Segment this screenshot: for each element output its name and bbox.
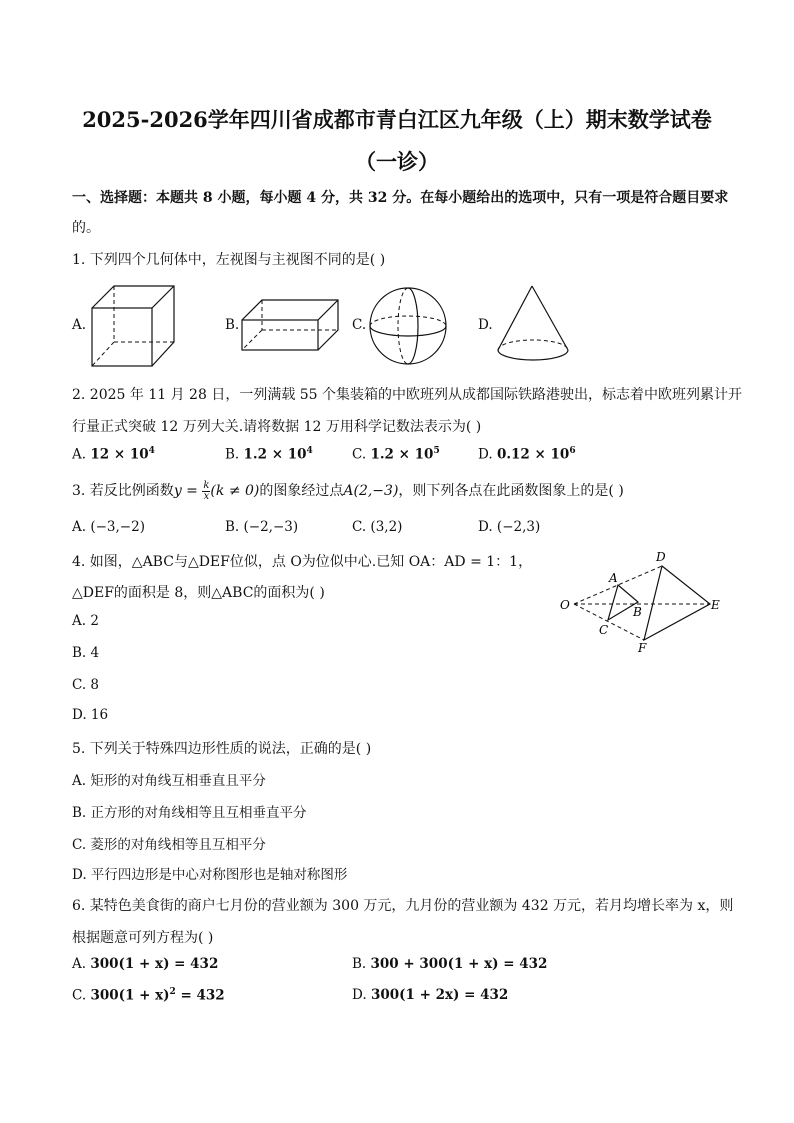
cone-figure: [494, 282, 574, 366]
q5-option-b: B. 正方形的对角线相等且互相垂直平分: [72, 805, 307, 821]
q4-option-b: B. 4: [72, 645, 100, 661]
q5-option-c: C. 菱形的对角线相等且互相平分: [72, 837, 266, 853]
label-C: C: [599, 623, 609, 637]
fraction-k-over-x: $\frac{k}{x}$: [203, 479, 210, 502]
q4-option-d: D. 16: [72, 707, 109, 723]
q6-option-b: B. 300 + 300(1 + x) = 432: [352, 956, 548, 972]
q2-option-d: D. $0.12 \times 10^6$: [478, 446, 576, 463]
q2-option-a: A. $12 \times 10^4$: [72, 446, 155, 463]
q3-option-c: C. (3,2): [352, 519, 403, 535]
q3-option-d: D. (−2,3): [478, 519, 541, 535]
cube-figure: [88, 280, 188, 372]
q6-option-a: A. 300(1 + x) = 432: [72, 956, 219, 972]
q2-option-b: B. $1.2 \times 10^4$: [225, 446, 313, 463]
cuboid-figure: [238, 296, 348, 356]
section-heading-cont: 的。: [72, 220, 100, 236]
question-4-line2: △DEF的面积是 8，则△ABC的面积为( ): [72, 585, 325, 601]
q3-option-a: A. (−3,−2): [72, 519, 145, 535]
q5-option-a: A. 矩形的对角线互相垂直且平分: [72, 773, 266, 789]
page-title: 2025-2026学年四川省成都市青白江区九年级（上）期末数学试卷: [82, 107, 712, 132]
section-heading: 一、选择题：本题共 8 小题，每小题 4 分，共 32 分。在每小题给出的选项中，只有一项是符合题目要求: [72, 190, 729, 206]
q2-option-c: C. $1.2 \times 10^5$: [352, 446, 440, 463]
question-3-stem: 3. 若反比例函数y = $\frac{k}{x}$ (k ≠ 0)的图象经过点A(2,−3)，则下列各点在此函数图象上的是( ): [72, 479, 624, 502]
question-1-stem: 1. 下列四个几何体中，左视图与主视图不同的是( ): [72, 252, 386, 268]
question-2-line1: 2. 2025 年 11 月 28 日，一列满载 55 个集装箱的中欧班列从成都国际铁路港驶出，标志着中欧班列累计开: [72, 387, 743, 403]
label-A: A: [609, 571, 618, 585]
question-2-line2: 行量正式突破 12 万列大关.请将数据 12 万用科学记数法表示为( ): [72, 419, 482, 435]
q4-option-c: C. 8: [72, 677, 100, 693]
question-4-line1: 4. 如图，△ABC与△DEF位似，点 O为位似中心.已知 OA：AD = 1：1，: [72, 554, 533, 570]
q3-option-b: B. (−2,−3): [225, 519, 299, 535]
question-6-line2: 根据题意可列方程为( ): [72, 930, 214, 946]
q1-option-c-label: C.: [352, 317, 367, 333]
q6-option-c: C. $300(1 + x)^2 = 432$: [72, 987, 225, 1004]
question-6-line1: 6. 某特色美食街的商户七月份的营业额为 300 万元，九月份的营业额为 432 万元，若月均增长率为 x，则: [72, 898, 734, 914]
label-B: B: [633, 605, 642, 619]
q4-option-a: A. 2: [72, 613, 99, 629]
page-subtitle: （一诊）: [355, 149, 439, 174]
question-5-stem: 5. 下列关于特殊四边形性质的说法，正确的是( ): [72, 741, 372, 757]
q1-option-d-label: D.: [478, 317, 493, 333]
sphere-figure: [366, 284, 450, 368]
similar-triangles-figure: [556, 546, 732, 656]
label-O: O: [560, 598, 570, 612]
q1-option-a-label: A.: [72, 317, 87, 333]
label-E: E: [711, 598, 720, 612]
label-D: D: [656, 550, 666, 564]
q5-option-d: D. 平行四边形是中心对称图形也是轴对称图形: [72, 867, 348, 883]
q1-option-b-label: B.: [225, 317, 240, 333]
label-F: F: [638, 641, 647, 655]
q6-option-d: D. 300(1 + 2x) = 432: [352, 987, 509, 1003]
